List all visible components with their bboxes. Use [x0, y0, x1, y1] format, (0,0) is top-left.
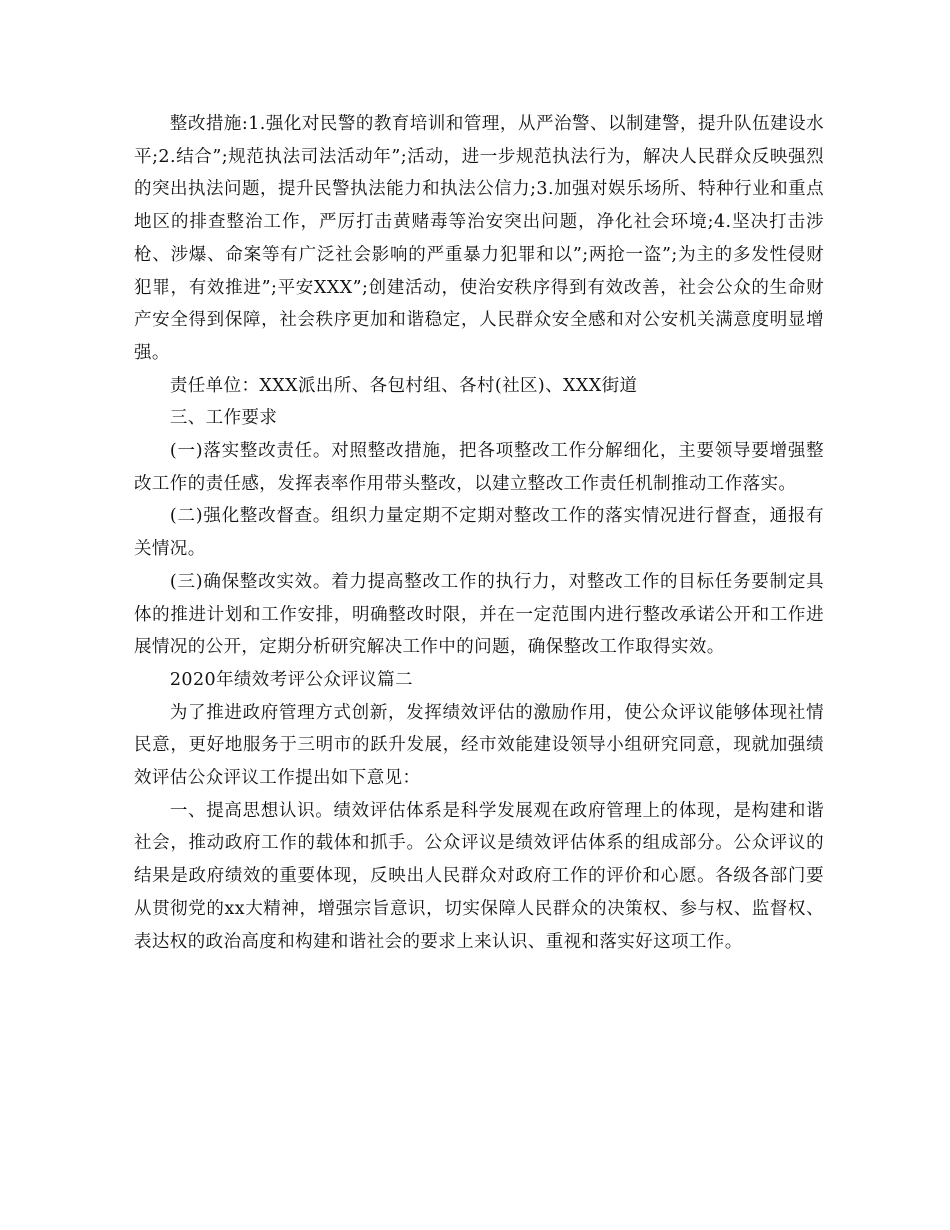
- paragraph-rectification-measures: 整改措施:1.强化对民警的教育培训和管理，从严治警、以制建警，提升队伍建设水平;2.结合”;规范执法司法活动年”;活动，进一步规范执法行为，解决人民群众反映强烈的突出执法问题，提升民警执法能力和执法公信力;3.加强对娱乐场所、特种行业和重点地区的排查整治工作，严厉打击黄赌毒等治安突出问题，净化社会环境;4.坚决打击涉枪、涉爆、命案等有广泛社会影响的严重暴力犯罪和以”;两抢一盗”;为主的多发性侵财犯罪，有效推进”;平安XXX”;创建活动，使治安秩序得到有效改善，社会公众的生命财产安全得到保障，社会秩序更加和谐稳定，人民群众安全感和对公安机关满意度明显增强。: [134, 114, 824, 363]
- paragraph-requirement-3: (三)确保整改实效。着力提高整改工作的执行力，对整改工作的目标任务要制定具体的推进计划和工作安排，明确整改时限，并在一定范围内进行整改承诺公开和工作进展情况的公开，定期分析研究解决工作中的问题，确保整改工作取得实效。: [134, 571, 824, 658]
- section-heading-work-requirements: 三、工作要求: [169, 408, 278, 429]
- article-title-part-two: 2020年绩效考评公众评议篇二: [169, 669, 413, 690]
- document-page: [134, 108, 824, 958]
- paragraph-requirement-2: (二)强化整改督查。组织力量定期不定期对整改工作的落实情况进行督查，通报有关情况。: [134, 506, 824, 560]
- paragraph-intro: 为了推进政府管理方式创新，发挥绩效评估的激励作用，使公众评议能够体现社情民意，更好地服务于三明市的跃升发展，经市效能建设领导小组研究同意，现就加强绩效评估公众评议工作提出如下意见：: [134, 702, 824, 789]
- paragraph-responsible-units: 责任单位：XXX派出所、各包村组、各村(社区)、XXX街道: [169, 375, 638, 396]
- paragraph-requirement-1: (一)落实整改责任。对照整改措施，把各项整改工作分解细化，主要领导要增强整改工作的责任感，发挥表率作用带头整改，以建立整改工作责任机制推动工作落实。: [134, 441, 824, 494]
- paragraph-point-1: 一、提高思想认识。绩效评估体系是科学发展观在政府管理上的体现，是构建和谐社会，推动政府工作的载体和抓手。公众评议是绩效评估体系的组成部分。公众评议的结果是政府绩效的重要体现，反映出人民群众对政府工作的评价和心愿。各级各部门要从贯彻党的xx大精神，增强宗旨意识，切实保障人民群众的决策权、参与权、监督权、表达权的政治高度和构建和谐社会的要求上来认识、重视和落实好这项工作。: [134, 800, 824, 952]
